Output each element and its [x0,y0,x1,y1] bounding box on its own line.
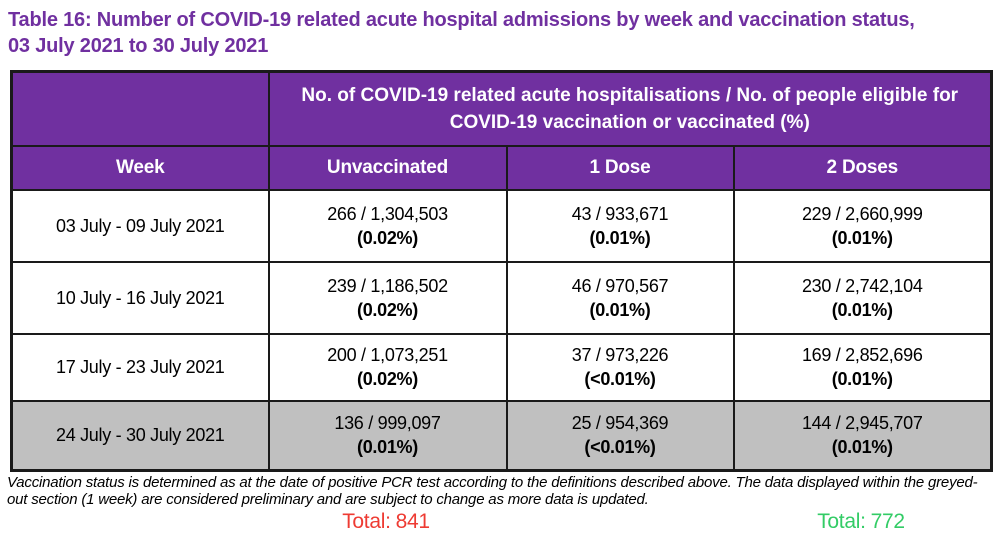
column-header-2-doses: 2 Doses [734,146,992,190]
ratio-value: 25 / 954,369 [571,413,669,434]
ratio-value: 169 / 2,852,696 [801,345,923,365]
percent-value: (0.02%) [357,227,418,248]
total-two-doses [732,510,990,534]
column-header-unvaccinated: Unvaccinated [269,146,507,190]
cell-1-dose [507,401,734,471]
cell-week: 03 July - 09 July 2021 [12,190,269,262]
total-value: 841 [395,510,430,533]
table-row [12,190,992,262]
cell-1-dose [507,190,734,262]
cell-2-doses [734,334,992,401]
cell-unvaccinated [269,334,507,401]
ratio-value: 266 / 1,304,503 [327,203,448,224]
cell-unvaccinated [269,401,507,471]
percent-value: (0.01%) [831,437,893,458]
cell-week: 17 July - 23 July 2021 [12,334,269,401]
cell-unvaccinated [269,262,507,334]
cell-week: 10 July - 16 July 2021 [12,262,269,334]
percent-value: (0.01%) [831,299,893,320]
ratio-value: 144 / 2,945,707 [801,413,923,434]
ratio-value: 229 / 2,660,999 [801,203,923,224]
percent-value: (0.01%) [357,437,418,458]
group-header-row [12,72,992,146]
cell-1-dose [507,334,734,401]
corner-cell [12,72,269,146]
percent-value: (<0.01%) [584,437,656,458]
cell-2-doses [734,401,992,471]
column-header-week: Week [12,146,269,190]
cell-week: 24 July - 30 July 2021 [12,401,269,471]
cell-2-doses [734,190,992,262]
table-row-preliminary [12,401,992,471]
table-row [12,334,992,401]
percent-value: (0.01%) [831,369,893,389]
percent-value: (0.01%) [831,227,893,248]
page-title: Table 16: Number of COVID-19 related acute hospital admissions by week and vaccination status, 03 July 2021 to 30 July 2021 [8,9,915,57]
ratio-value: 43 / 933,671 [571,203,669,224]
cell-unvaccinated [269,190,507,262]
percent-value: (0.01%) [589,299,651,320]
ratio-value: 46 / 970,567 [571,275,669,296]
group-header-cell [269,72,992,146]
admissions-table [10,70,993,472]
percent-value: (0.02%) [357,369,418,389]
column-header-row [12,146,992,190]
percent-value: (0.02%) [357,299,418,320]
column-header-1-dose: 1 Dose [507,146,734,190]
total-value: 772 [870,510,905,533]
total-unvaccinated [267,510,505,534]
cell-1-dose [507,262,734,334]
ratio-value: 136 / 999,097 [334,413,441,434]
ratio-value: 37 / 973,226 [571,345,669,365]
percent-value: (<0.01%) [584,369,656,389]
footnote: Vaccination status is determined as at the date of positive PCR test according to the definitions described above. The data displayed within the greyed-out section (1 week) are considered preliminary and are subject to change as more data is updated. [7,474,978,508]
total-label: Total: [817,510,866,533]
ratio-value: 239 / 1,186,502 [327,275,448,296]
group-header-text: No. of COVID-19 related acute hospitalisations / No. of people eligible for COVID-19 vaccination or vaccinated (%) [301,84,959,133]
ratio-value: 230 / 2,742,104 [801,275,923,296]
table-row [12,262,992,334]
cell-2-doses [734,262,992,334]
total-label: Total: [342,510,391,533]
totals-row [0,510,1000,540]
ratio-value: 200 / 1,073,251 [327,345,448,365]
percent-value: (0.01%) [589,227,651,248]
